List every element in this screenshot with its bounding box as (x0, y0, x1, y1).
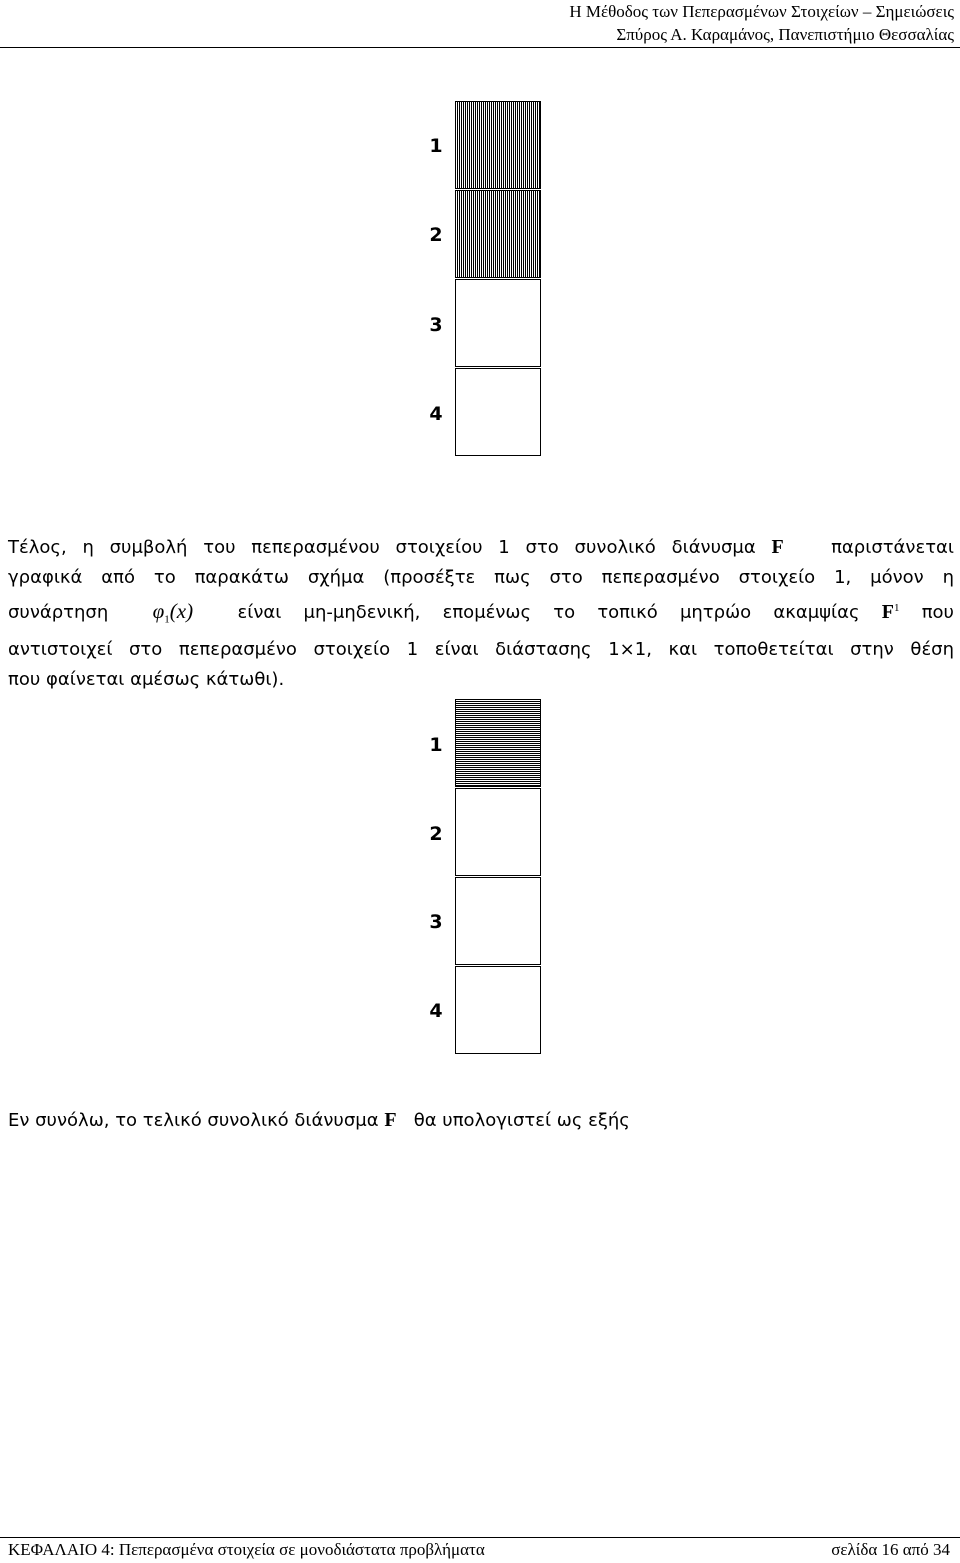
row-label: 1 (429, 135, 443, 157)
text-line: που φαίνεται αμέσως κάτωθι). (8, 668, 285, 690)
vector-cell (455, 279, 541, 367)
phi-symbol: φ (152, 599, 165, 623)
row-label: 3 (429, 314, 443, 336)
vector-symbol: F (384, 1109, 397, 1131)
page-header (569, 0, 954, 46)
row-label: 4 (429, 1000, 443, 1022)
text-segment: συνάρτηση (8, 602, 109, 623)
text-segment: παριστάνεται (831, 537, 954, 558)
header-title: Η Μέθοδος των Πεπερασμένων Στοιχείων – Σημειώσεις (569, 2, 954, 21)
text-segment: θα υπολογιστεί ως εξής (413, 1110, 630, 1131)
row-label: 3 (429, 911, 443, 933)
row-label: 2 (429, 823, 443, 845)
vector-cell-shaded (455, 699, 541, 787)
vector-cell (455, 788, 541, 876)
closing-sentence (8, 1105, 954, 1136)
vector-cell (455, 368, 541, 456)
header-author: Σπύρος Α. Καραμάνος, Πανεπιστήμιο Θεσσαλίας (616, 25, 954, 44)
vector-symbol: F (881, 601, 894, 623)
vector-cell (455, 966, 541, 1054)
text-segment: που (921, 602, 954, 623)
text-line: αντιστοιχεί στο πεπερασμένο στοιχείο 1 είναι διάστασης 1×1, και τοποθετείται στην θέση (8, 638, 954, 660)
body-paragraph (8, 532, 954, 695)
text-line (8, 532, 954, 563)
phi-subscript: 1 (164, 613, 170, 626)
page-footer (8, 1540, 950, 1560)
text-segment: Τέλος, η συμβολή του πεπερασμένου στοιχείου 1 στο συνολικό διάνυσμα (8, 537, 756, 558)
row-label: 4 (429, 403, 443, 425)
text-segment: είναι μη-μηδενική, επομένως το τοπικό μητρώο ακαμψίας (237, 602, 860, 623)
footer-page-number: σελίδα 16 από 34 (831, 1540, 950, 1559)
phi-argument: (x) (169, 599, 194, 623)
row-label: 1 (429, 734, 443, 756)
text-line (8, 1105, 954, 1136)
vector-symbol: F (771, 536, 784, 558)
footer-chapter: ΚΕΦΑΛΑΙΟ 4: Πεπερασμένα στοιχεία σε μονοδιάστατα προβλήματα (8, 1540, 485, 1559)
text-segment: Εν συνόλω, το τελικό συνολικό διάνυσμα (8, 1110, 379, 1131)
footer-divider (0, 1537, 960, 1538)
text-line: γραφικά από το παρακάτω σχήμα (προσέξτε πως στο πεπερασμένο στοιχείο 1, μόνον η (8, 567, 954, 588)
vector-superscript: 1 (893, 602, 900, 614)
row-label: 2 (429, 224, 443, 246)
vector-cell-shaded (455, 101, 541, 189)
header-divider (0, 47, 960, 48)
text-line (8, 593, 954, 635)
vector-cell (455, 877, 541, 965)
vector-cell-shaded (455, 190, 541, 278)
